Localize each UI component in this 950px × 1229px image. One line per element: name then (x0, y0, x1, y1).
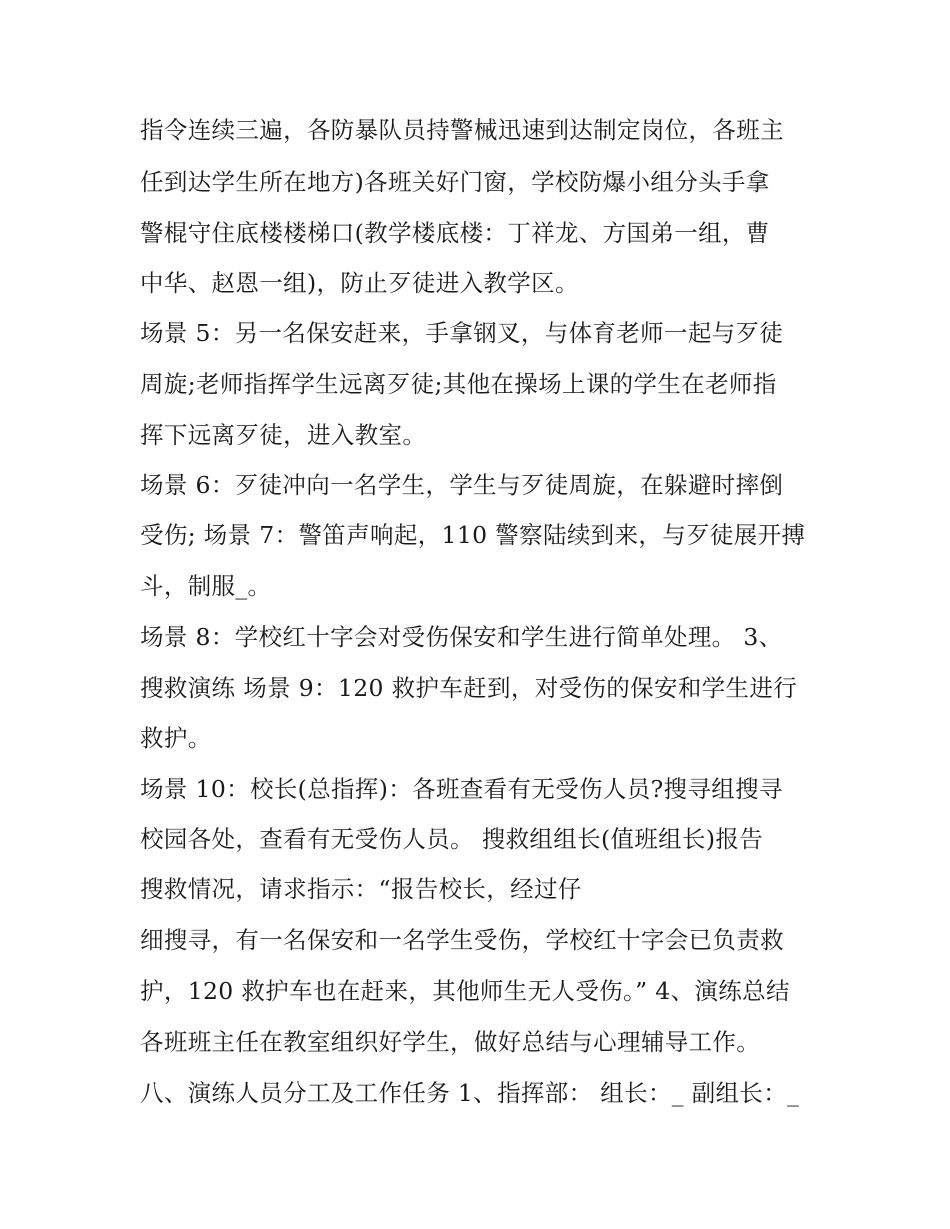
text-line: 搜救演练 场景 9：120 救护车赶到，对受伤的保安和学生进行 (140, 674, 798, 702)
text-line: 细搜寻，有一名保安和一名学生受伤，学校红十字会已负责救 (140, 926, 784, 954)
text-line: 各班班主任在教室组织好学生，做好总结与心理辅导工作。 (140, 1028, 761, 1056)
text-line: 指令连续三遍，各防暴队员持警械迅速到达制定岗位，各班主 (140, 116, 784, 144)
text-line: 校园各处，查看有无受伤人员。 搜救组组长(值班组长)报告 (140, 825, 764, 853)
text-line: 警棍守住底楼楼梯口(教学楼底楼：丁祥龙、方国弟一组，曹 (140, 219, 770, 247)
text-line: 场景 6：歹徒冲向一名学生，学生与歹徒周旋，在躲避时摔倒 (140, 471, 784, 499)
text-line: 救护。 (140, 724, 212, 752)
text-line: 中华、赵恩一组)，防止歹徒进入教学区。 (140, 269, 579, 297)
text-line: 八、演练人员分工及工作任务 1、指挥部： 组长：_ 副组长：_ (140, 1079, 800, 1107)
text-line: 场景 10：校长(总指挥)：各班查看有无受伤人员?搜寻组搜寻 (140, 775, 783, 803)
text-line: 受伤; 场景 7：警笛声响起，110 警察陆续到来，与歹徒展开搏 (140, 521, 806, 549)
text-line: 场景 8：学校红十字会对受伤保安和学生进行简单处理。 3、 (140, 623, 783, 651)
text-line: 斗，制服_。 (140, 572, 272, 600)
text-line: 护，120 救护车也在赶来，其他师生无人受伤。” 4、演练总结 (140, 977, 790, 1005)
text-line: 周旋;老师指挥学生远离歹徒;其他在操场上课的学生在老师指 (140, 370, 777, 398)
text-line: 任到达学生所在地方)各班关好门窗，学校防爆小组分头手拿 (140, 168, 770, 196)
text-line: 搜救情况，请求指示：“报告校长，经过仔 (140, 875, 582, 903)
text-line: 挥下远离歹徒，进入教室。 (140, 421, 427, 449)
text-line: 场景 5：另一名保安赶来，手拿钢叉，与体育老师一起与歹徒 (140, 319, 784, 347)
